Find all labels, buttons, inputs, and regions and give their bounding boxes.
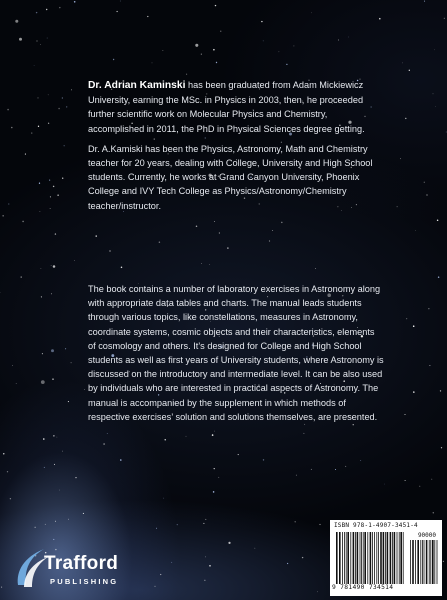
star [279, 51, 280, 52]
star [426, 194, 427, 195]
star [71, 362, 72, 363]
star [47, 38, 48, 39]
star [405, 118, 406, 119]
barcode-bar [432, 540, 434, 584]
star [214, 221, 215, 222]
star [215, 5, 216, 6]
star [51, 265, 52, 266]
star [294, 521, 295, 522]
star [272, 230, 273, 231]
star [55, 521, 56, 522]
star [213, 491, 215, 493]
barcode-bar [364, 532, 366, 584]
author-bio-paragraph-1 [88, 78, 384, 136]
star [53, 186, 55, 188]
star [40, 211, 41, 212]
star [51, 349, 54, 352]
star [49, 180, 50, 181]
star [147, 16, 148, 17]
star [238, 454, 239, 455]
publisher-tagline: PUBLISHING [50, 577, 119, 586]
star [58, 108, 60, 110]
star [62, 97, 63, 98]
star [404, 414, 405, 415]
star [120, 459, 122, 461]
star [302, 557, 303, 558]
author-bio [88, 78, 384, 219]
star [227, 247, 228, 248]
author-bio-text-1: has been graduated from Adam Mickiewicz University, earning the MSc. in Physics in 2003, then, he proceeded further scientific work on Molecular Physics and Chemistry, accomplished in 2011, the PhD in Physical Sciences degree getting. [88, 80, 365, 134]
star [109, 250, 110, 251]
star [428, 308, 429, 309]
star [261, 21, 262, 22]
star [57, 437, 58, 438]
star [120, 1, 121, 2]
star [228, 542, 230, 544]
star [39, 183, 40, 184]
star [214, 431, 215, 432]
star [41, 380, 45, 384]
star [213, 49, 215, 51]
publisher-logo [14, 545, 144, 595]
star [41, 296, 42, 297]
star [34, 65, 35, 66]
star [353, 424, 354, 425]
star [64, 145, 65, 146]
barcode-bar [350, 532, 351, 584]
star [160, 574, 161, 575]
star [40, 44, 41, 45]
star [48, 94, 49, 95]
star [287, 563, 288, 564]
barcode-bar [363, 532, 364, 584]
star [96, 235, 97, 236]
star [50, 196, 51, 197]
star [433, 512, 434, 513]
barcode-bar [336, 532, 338, 584]
star [434, 49, 435, 50]
star [66, 106, 67, 107]
star [57, 195, 58, 196]
star [107, 433, 108, 434]
barcode-bar [426, 540, 428, 584]
barcode-bar [422, 540, 423, 584]
barcode-bar [370, 532, 372, 584]
star [171, 562, 172, 563]
star [212, 434, 214, 436]
star [84, 389, 85, 390]
star [360, 460, 361, 461]
star [286, 64, 287, 65]
star [35, 527, 36, 528]
star [209, 565, 211, 567]
price-code: 90000 [417, 532, 436, 539]
star [74, 260, 75, 261]
star [338, 40, 339, 41]
barcode-bar [344, 532, 345, 584]
barcode-bar [437, 540, 438, 584]
star [186, 436, 187, 437]
star [53, 435, 54, 436]
star [204, 580, 205, 581]
star [21, 276, 22, 277]
star [438, 276, 439, 277]
star [311, 469, 312, 470]
book-summary [88, 282, 384, 424]
barcode-bar [430, 540, 431, 584]
star [48, 123, 49, 124]
star [7, 109, 9, 111]
star [46, 9, 47, 10]
star [311, 12, 312, 13]
star [293, 45, 294, 46]
barcode-bar [412, 540, 414, 584]
isbn-barcode [330, 520, 442, 596]
star [348, 37, 349, 38]
star [62, 178, 63, 179]
barcode-bar [367, 532, 368, 584]
star [165, 439, 166, 440]
star [415, 230, 416, 231]
star [74, 1, 76, 3]
star [156, 528, 157, 529]
star [384, 484, 385, 485]
star [303, 433, 304, 434]
star [437, 220, 439, 222]
star [281, 222, 283, 224]
star [444, 18, 445, 19]
star [209, 264, 210, 265]
star [195, 44, 198, 47]
star [62, 451, 63, 452]
barcode-bar [410, 540, 411, 584]
star [345, 466, 346, 467]
star [163, 50, 164, 51]
barcode-bar [403, 532, 404, 584]
barcode-bar [392, 532, 393, 584]
barcode-bar [342, 532, 343, 584]
star [402, 62, 403, 63]
star [154, 586, 155, 587]
barcode-bar [372, 532, 373, 584]
barcode-addon-bars [410, 540, 438, 584]
star [59, 490, 60, 491]
star [296, 475, 297, 476]
star [397, 206, 398, 207]
star [205, 519, 206, 520]
star [405, 480, 406, 481]
star [435, 106, 436, 107]
star [424, 182, 425, 183]
star [152, 63, 153, 64]
star [254, 548, 255, 549]
star [10, 498, 11, 499]
star [15, 20, 18, 23]
star [38, 97, 39, 98]
barcode-bar [385, 532, 386, 584]
barcode-bar [400, 532, 402, 584]
star [335, 469, 336, 470]
barcode-bar [374, 532, 375, 584]
barcode-digits: 9 781490 734514 [332, 584, 394, 591]
barcode-bar [387, 532, 389, 584]
barcode-bar [361, 532, 362, 584]
barcode-bar [420, 540, 421, 584]
star [163, 498, 164, 499]
barcode-bar [339, 532, 341, 584]
star [413, 391, 415, 393]
star [1, 587, 2, 588]
barcode-bar [383, 532, 385, 584]
star [317, 591, 318, 592]
barcode-bars [336, 532, 404, 584]
isbn-label: ISBN 978-1-4907-3451-4 [334, 522, 418, 529]
star [186, 74, 187, 75]
barcode-bar [360, 532, 361, 584]
star [53, 265, 56, 268]
star [433, 93, 434, 94]
star [16, 383, 17, 384]
star [83, 513, 84, 514]
barcode-bar [357, 532, 359, 584]
star [409, 70, 410, 71]
barcode-bar [399, 532, 400, 584]
star [379, 18, 381, 20]
star [263, 459, 264, 460]
star [205, 557, 206, 558]
star [196, 226, 198, 228]
barcode-bar [390, 532, 392, 584]
star [443, 561, 444, 562]
star [220, 31, 221, 32]
star [431, 479, 432, 480]
barcode-bar [417, 540, 419, 584]
star [41, 268, 42, 269]
barcode-bar [424, 540, 425, 584]
barcode-bar [355, 532, 356, 584]
barcode-bar [376, 532, 377, 584]
star [65, 348, 66, 349]
star [214, 468, 215, 469]
star [319, 524, 320, 525]
star [75, 477, 76, 478]
star [53, 539, 54, 540]
publisher-name: Trafford [44, 553, 119, 574]
star [7, 471, 8, 472]
star [3, 215, 4, 216]
star [424, 1, 425, 2]
star [50, 208, 51, 209]
star [269, 240, 270, 241]
star [54, 464, 55, 465]
star [3, 453, 4, 454]
star [12, 365, 13, 366]
barcode-bar [380, 532, 382, 584]
star [116, 11, 117, 12]
star [419, 486, 420, 487]
star [19, 38, 22, 41]
star [51, 293, 52, 294]
star [216, 62, 217, 63]
star [59, 7, 60, 8]
star [25, 154, 26, 155]
barcode-bar [378, 532, 379, 584]
star [315, 268, 316, 269]
barcode-bar [434, 540, 435, 584]
star [121, 267, 123, 269]
star [71, 89, 72, 90]
star [413, 325, 415, 327]
star [37, 41, 38, 42]
star [201, 54, 202, 55]
star [440, 390, 441, 391]
star [441, 447, 442, 448]
star [113, 59, 114, 60]
star [218, 477, 219, 478]
star [201, 263, 202, 264]
star [68, 401, 69, 402]
author-bio-paragraph-2: Dr. A.Kamiski has been the Physics, Astronomy, Math and Chemistry teacher for 20 years, dealing with College, University and High School students. Currently, he works at Grand Canyon University, Phoenix College and IVY Tech College as Physics/Astronomy/Chemistry teacher/instructor. [88, 143, 373, 211]
barcode-bar [346, 532, 347, 584]
star [203, 523, 204, 524]
star [42, 353, 43, 354]
star [11, 127, 13, 129]
star [159, 242, 160, 243]
barcode-bar [397, 532, 398, 584]
star [103, 443, 105, 445]
star [400, 158, 401, 159]
star [22, 221, 24, 223]
star [45, 524, 46, 525]
star [68, 519, 69, 520]
barcode-bar [353, 532, 355, 584]
star [219, 232, 220, 233]
author-name: Dr. Adrian Kaminski [88, 80, 186, 91]
star [38, 126, 39, 127]
book-summary-text: The book contains a number of laboratory exercises in Astronomy along with appropriate data tables and charts. The manual leads students through various topics, like constellations, measures in Astronomy, coordinate systems, cosmic objects and their characteristics, elements of cosmology and others. It’s designed for College and High School students as well as first years of University students, where Astronomy is discussed on the introductory and intermediate level. It can be also used by individuals who are interested in practical aspects of Astronomy. The manual is accompanied by the supplement in which methods of respective exercises’ solution and solutions themselves, are presented. [88, 284, 384, 422]
barcode-bar [429, 540, 430, 584]
star [8, 203, 9, 204]
star [31, 133, 32, 134]
star [406, 318, 407, 319]
barcode-bar [347, 532, 349, 584]
barcode-bar [415, 540, 416, 584]
star [43, 438, 45, 440]
star [52, 378, 54, 380]
star [177, 524, 178, 525]
star [263, 41, 264, 42]
star [55, 233, 56, 234]
star [44, 467, 45, 468]
star [36, 12, 37, 13]
star [429, 365, 430, 366]
barcode-bar [394, 532, 396, 584]
